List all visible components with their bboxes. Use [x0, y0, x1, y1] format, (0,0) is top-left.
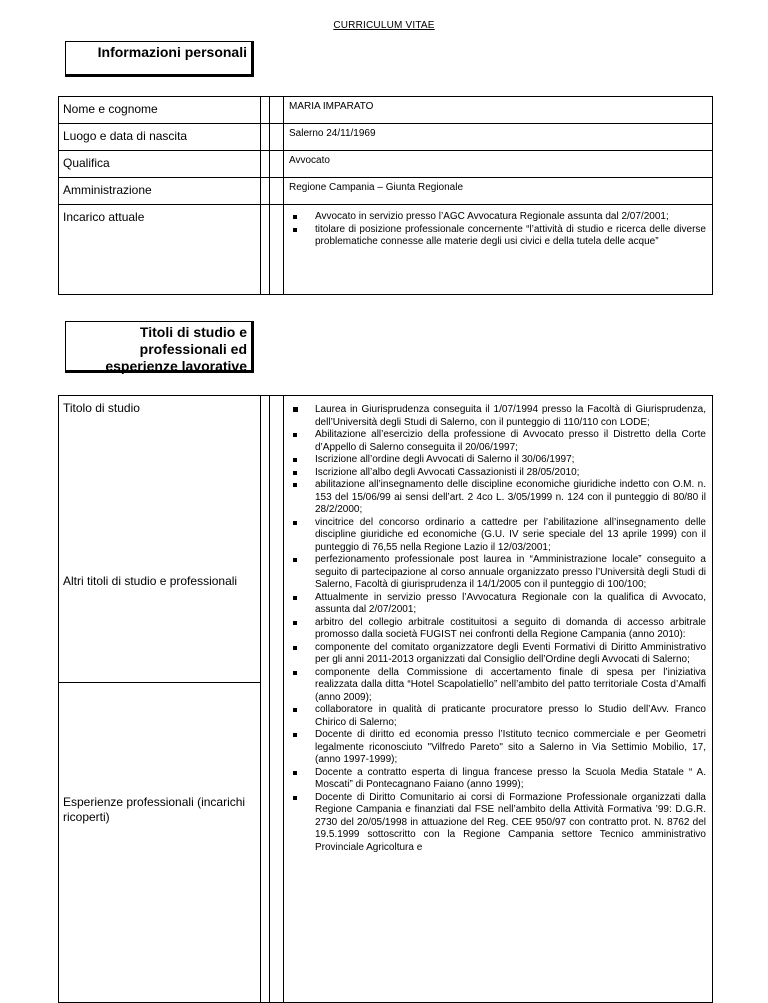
list-item: Abilitazione all’esercizio della professione di Avvocato presso il Distretto della Corte d’Appello di Salerno conseguita il 20/06/1997;: [289, 429, 706, 454]
label-incarico: Incarico attuale: [59, 205, 261, 295]
list-item: arbitro del collegio arbitrale costituitosi a seguito di domanda di accesso arbitrale promosso dalla società FUGIST nei confronti della Regione Campania (anno 2010):: [289, 617, 706, 642]
list-item: componente della Commissione di accertamento finale di spesa per l’iniziativa realizzata dalla ditta “Hotel Scapolatiello” nell’ambito del patto territoriale Costa d’Amalfi (anno 2009);: [289, 667, 706, 705]
value-incarico: [284, 205, 713, 295]
label-luogo-data: Luogo e data di nascita: [59, 124, 261, 151]
label-qualifica: Qualifica: [59, 151, 261, 178]
label-amministrazione: Amministrazione: [59, 178, 261, 205]
label-titolo-studio: Titolo di studio: [59, 396, 261, 441]
list-item: titolare di posizione professionale concernente “l’attività di studio e ricerca delle diverse problematiche connesse alle materie degli usi civici e della tutela delle acque”: [289, 224, 706, 249]
value-qualifica: Avvocato: [284, 151, 713, 178]
value-luogo-data: Salerno 24/11/1969: [284, 124, 713, 151]
list-item: collaboratore in qualità di praticante procuratore presso lo Studio dell’Avv. Franco Chirico di Salerno;: [289, 704, 706, 729]
section-title-informazioni: Informazioni personali: [65, 41, 254, 77]
list-item: perfezionamento professionale post laurea in “Amministrazione locale” conseguito a seguito di partecipazione al corso annuale organizzato presso l’Università degli Studi di Salerno, Facoltà di giurisprudenza il 14/1/2005 con il punteggio di 100/100;: [289, 554, 706, 592]
list-item: vincitrice del concorso ordinario a cattedre per l’abilitazione all’insegnamento delle discipline giuridiche ed economiche (G.U. IV serie speciale del 13 aprile 1999) con il punteggio di 76,55 nella Regione Lazio il 12/03/2001;: [289, 517, 706, 555]
list-item: Docente di Diritto Comunitario ai corsi di Formazione Professionale organizzati dalla Regione Campania e finanziati dal FSE nell’ambito della Attività Formativa ’99: D.G.R. 2730 del 20/05/1998 in attuazione del Reg. CEE 950/97 con contratto prot. N. 8762 del 19.5.1999 sottoscritto con la Regione Campania settore Tecnico amministrativo Provinciale Agricoltura e: [289, 792, 706, 855]
altri-titoli-list: [289, 429, 706, 592]
list-item: Avvocato in servizio presso l’AGC Avvocatura Regionale assunta dal 2/07/2001;: [289, 211, 706, 224]
label-nome: Nome e cognome: [59, 97, 261, 124]
document-header: CURRICULUM VITAE: [333, 20, 435, 31]
incarico-list: [289, 211, 706, 249]
value-amministrazione: Regione Campania – Giunta Regionale: [284, 178, 713, 205]
esperienze-list: [289, 592, 706, 855]
list-item: Laurea in Giurisprudenza conseguita il 1/07/1994 presso la Facoltà di Giurisprudenza, dell’Università degli Studi di Salerno, con il punteggio di 110/110 con LODE;: [289, 404, 706, 429]
education-content: [284, 396, 713, 1003]
list-item: Docente a contratto esperta di lingua francese presso la Scuola Media Statale “ A. Moscati” di Pontecagnano Faiano (anno 1999);: [289, 767, 706, 792]
education-table: [58, 395, 713, 1003]
list-item: abilitazione all’insegnamento delle discipline economiche giuridiche indetto con O.M. n. 153 del 15/06/99 ai sensi dell’art. 2 4co L. 3/05/1999 n. 124 con il punteggio di 80/80 il 28/2/2000;: [289, 479, 706, 517]
section-title-titoli: Titoli di studio e professionali ed esperienze lavorative: [65, 321, 254, 373]
personal-info-table: [58, 96, 713, 295]
label-altri-titoli: Altri titoli di studio e professionali: [59, 441, 261, 683]
list-item: componente del comitato organizzatore degli Eventi Formativi di Diritto Amministrativo per gli anni 2011-2013 organizzati dal Consiglio dell’Ordine degli Avvocati di Salerno;: [289, 642, 706, 667]
value-nome: MARIA IMPARATO: [284, 97, 713, 124]
list-item: Iscrizione all’ordine degli Avvocati di Salerno il 30/06/1997;: [289, 454, 706, 467]
label-esperienze: Esperienze professionali (incarichi ricoperti): [59, 683, 261, 1003]
list-item: Iscrizione all’albo degli Avvocati Cassazionisti il 28/05/2010;: [289, 467, 706, 480]
titolo-list: [289, 404, 706, 429]
list-item: Docente di diritto ed economia presso l’Istituto tecnico commerciale e per Geometri legalmente riconosciuto "Vilfredo Pareto" sito a Salerno in Via Settimio Mobilio, 17, (anno 1997-1999);: [289, 729, 706, 767]
list-item: Attualmente in servizio presso l’Avvocatura Regionale con la qualifica di Avvocato, assunta dal 2/07/2001;: [289, 592, 706, 617]
